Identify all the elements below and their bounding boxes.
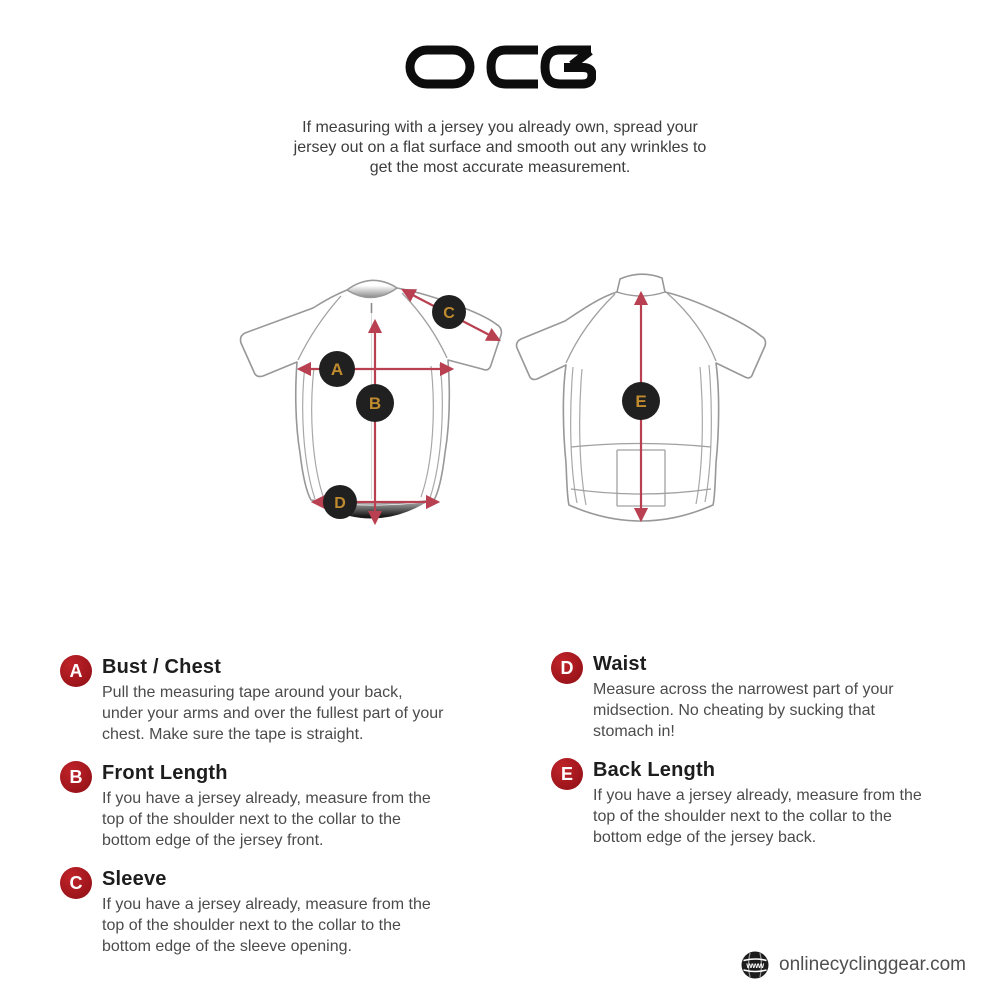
- measurement-section-back-length: [551, 757, 996, 848]
- section-description: If you have a jersey already, measure from the top of the shoulder next to the collar to the bottom edge of the jersey front.: [102, 790, 431, 849]
- intro-line-1: If measuring with a jersey you already own, spread your: [302, 119, 698, 136]
- measurement-section-bust-chest: [60, 654, 512, 745]
- jersey-front-diagram: [225, 263, 505, 548]
- footer: [739, 949, 966, 981]
- section-description: Measure across the narrowest part of your midsection. No cheating by sucking that stomach in!: [593, 681, 894, 740]
- intro-line-2: jersey out on a flat surface and smooth out any wrinkles to: [293, 139, 707, 156]
- website-url: onlinecyclinggear.com: [779, 954, 966, 975]
- intro-line-3: get the most accurate measurement.: [369, 159, 631, 176]
- measurements-column-left: [60, 654, 512, 972]
- intro-text: [0, 118, 1000, 178]
- globe-www-text: www: [746, 960, 764, 970]
- section-title: Back Length: [593, 759, 716, 781]
- measurements-column-right: [551, 651, 996, 863]
- ocg-logo: [0, 44, 1000, 92]
- globe-www-icon: [739, 949, 771, 981]
- section-badge-b: B: [60, 761, 92, 793]
- measurement-section-sleeve: [60, 866, 512, 957]
- section-description: If you have a jersey already, measure from the top of the shoulder next to the collar to the bottom edge of the sleeve opening.: [102, 896, 431, 955]
- section-badge-d: D: [551, 652, 583, 684]
- section-description: Pull the measuring tape around your back, under your arms and over the fullest part of your chest. Make sure the tape is straight.: [102, 684, 444, 743]
- diagram-label-b: B: [368, 394, 382, 413]
- diagram-label-e: E: [635, 392, 647, 411]
- section-description: If you have a jersey already, measure from the top of the shoulder next to the collar to the bottom edge of the jersey back.: [593, 787, 922, 846]
- diagram-label-d: D: [334, 495, 346, 512]
- section-badge-e: E: [551, 758, 583, 790]
- ocg-logo-icon: [404, 44, 596, 92]
- section-badge-a: A: [60, 655, 92, 687]
- jersey-back-diagram: [505, 263, 785, 548]
- diagram-label-c: C: [443, 305, 455, 322]
- section-title: Sleeve: [102, 868, 167, 890]
- measurement-section-front-length: [60, 760, 512, 851]
- section-title: Bust / Chest: [102, 656, 222, 678]
- section-title: Front Length: [102, 762, 228, 784]
- diagram-label-a: A: [330, 360, 344, 379]
- measurement-section-waist: [551, 651, 996, 742]
- section-badge-c: C: [60, 867, 92, 899]
- section-title: Waist: [593, 653, 647, 675]
